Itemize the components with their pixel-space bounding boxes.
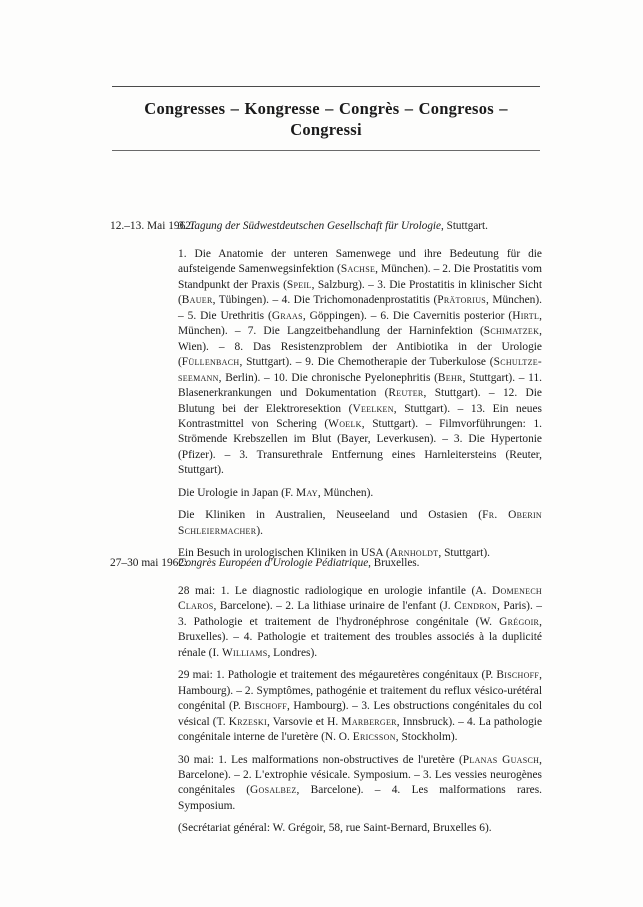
entry-paragraph: Die Urologie in Japan (F. May, München). (178, 486, 374, 499)
congress-entry (110, 219, 542, 562)
entry-paragraph: 29 mai: 1. Pathologie et traitement des mégauretères congénitaux (P. Bischoff, Hambourg). – 2. Symptômes, pathogénie et traitement du reflux vésico-urétéral congénital (P. Bischoff, Hambourg). – 3. Les obstructions congénitales du col vésical (T. Krzeski, Varsovie et H. Marberger, Innsbruck). – 4. La pathologie congénitale interne de l'uretère (N. O. Ericsson, Stockholm). (178, 669, 542, 744)
entry-body (178, 584, 542, 837)
entry-body (178, 247, 542, 562)
entry-title (178, 556, 542, 571)
entry-paragraph: 28 mai: 1. Le diagnostic radiologique en urologie infantile (A. Domenech Claros, Barcelone). – 2. La lithiase urinaire de l'enfant (J. Cendron, Paris). – 3. Pathologie et traitement de l'hydronéphrose congénitale (W. Grégoir, Bruxelles). – 4. Pathologie et traitement des troubles associés à la duplicité rénale (I. Williams, Londres). (178, 585, 542, 659)
entry-title (178, 219, 542, 234)
heading-rule-bottom (112, 150, 540, 151)
entry-title-location: , Bruxelles. (368, 557, 420, 569)
entry-heading (110, 556, 542, 571)
entry-paragraph: 1. Die Anatomie der unteren Samenwege und ihre Bedeutung für die aufsteigende Samenwegsinfektion (Sachse, München). – 2. Die Prostatitis vom Standpunkt der Praxis (Speil, Salzburg). – 3. Die Prostatitis in klinischer Sicht (Bauer, Tübingen). – 4. Die Trichomonadenprostatitis (Prätorius, München). – 5. Die Urethritis (Graas, Göppingen). – 6. Die Cavernitis posterior (Hirtl, München). – 7. Die Langzeitbehandlung der Harninfektion (Schimatzek, Wien). – 8. Das Resistenzproblem der Antibiotika in der Urologie (Füllenbach, Stuttgart). – 9. Die Chemotherapie der Tuberkulose (Schultze-seemann, Berlin). – 10. Die chronische Pyelonephritis (Behr, Stuttgart). – 11. Blasenerkrankungen und Dokumentation (Reuter, Stuttgart). – 12. Die Blutung bei der Elektroresektion (Veelken, Stuttgart). – 13. Ein neues Kontrastmittel von Schering (Woelk, Stuttgart). – Filmvorführungen: 1. Strömende Krebszellen im Blut (Bayer, Leverkusen). – 3. Die Hypertonie (Pfizer). – 3. Transurethrale Entfernung eines Harnleitersteins (Reuter, Stuttgart). (178, 248, 543, 477)
entry-title-italic: 3. Tagung der Südwestdeutschen Gesellschaft für Urologie (178, 220, 441, 232)
entry-title-location: , Stuttgart. (441, 220, 488, 232)
entry-paragraph: Die Kliniken in Australien, Neuseeland und Ostasien (Fr. Oberin Schleiermacher). (178, 509, 542, 537)
entry-date: 27–30 mai 1962: (110, 557, 188, 569)
entry-paragraph: (Secrétariat général: W. Grégoir, 58, rue Saint-Bernard, Bruxelles 6). (178, 822, 492, 835)
congress-entry (110, 556, 542, 837)
entry-paragraph: 30 mai: 1. Les malformations non-obstructives de l'uretère (Planas Guasch, Barcelone). – 2. L'extrophie vésicale. Symposium. – 3. Les vessies neurogènes congénitales (Gosalbez, Barcelone). – 4. Les malformations rares. Symposium. (178, 753, 542, 812)
congress-heading-block (112, 86, 540, 151)
entry-paragraph: Ein Besuch in urologischen Kliniken in USA (Arnholdt, Stuttgart). (178, 547, 490, 560)
page-title: Congresses – Kongresse – Congrès – Congresos – Congressi (144, 99, 508, 140)
entry-date: 12.–13. Mai 1962: (110, 220, 195, 232)
entry-title-italic: Congrès Européen d'Urologie Pédiatrique (178, 557, 369, 569)
entry-heading (110, 219, 542, 234)
